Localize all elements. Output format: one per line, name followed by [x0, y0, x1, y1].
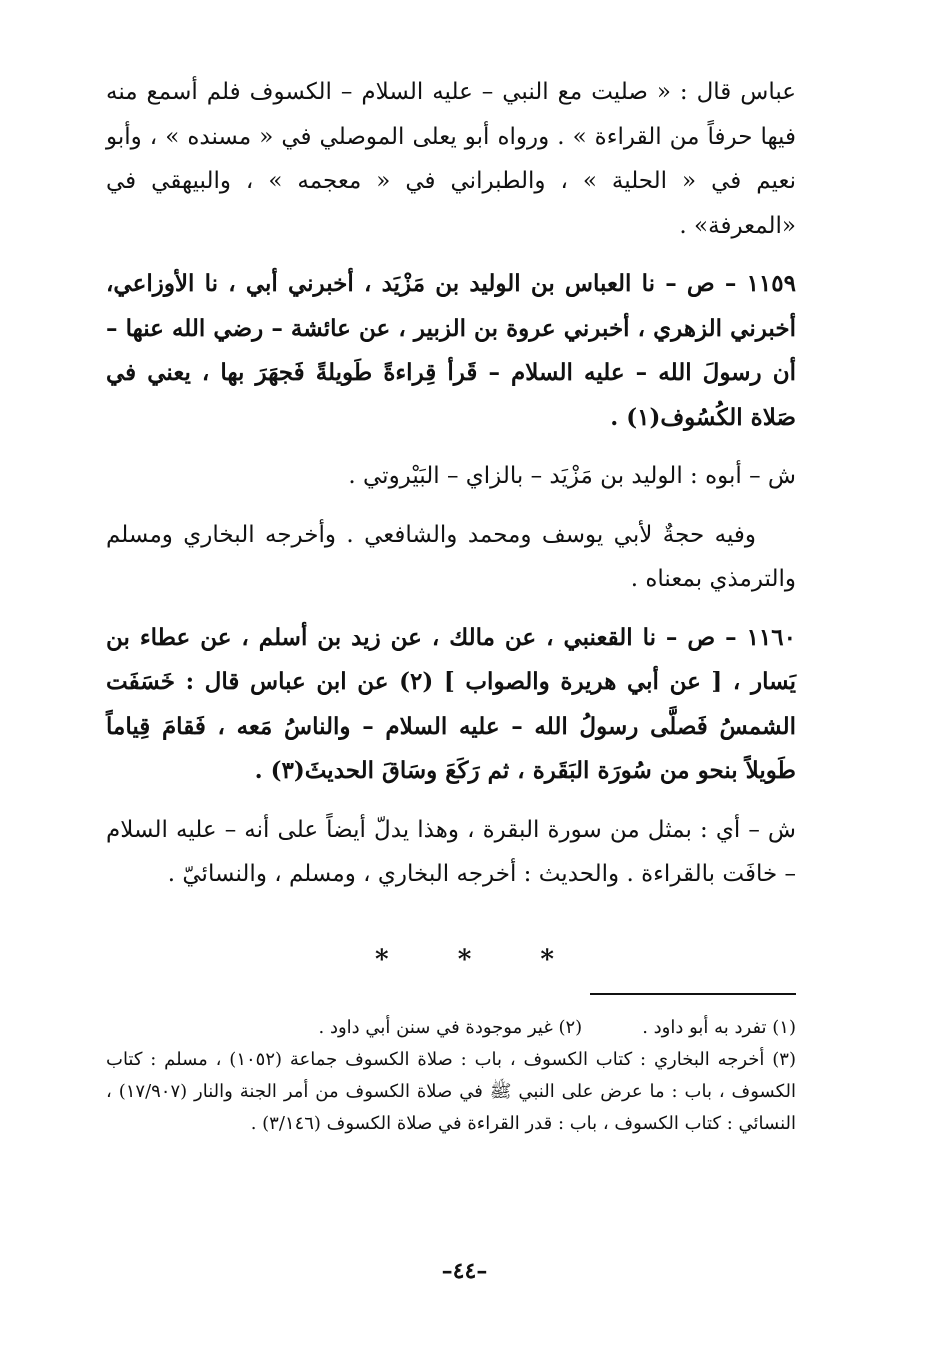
paragraph-commentary-1159-b: وفيه حجةٌ لأبي يوسف ومحمد والشافعي . وأخرجه البخاري ومسلم والترمذي بمعناه .: [106, 521, 796, 592]
paragraph-commentary-1160: ش – أي : بمثل من سورة البقرة ، وهذا يدلّ أيضاً على أنه – عليه السلام – خافَت بالقراءة . والحديث : أخرجه البخاري ، ومسلم ، والنسائيّ .: [106, 816, 796, 887]
asterisk-1: *: [375, 945, 389, 975]
footnote-3: (٣) أخرجه البخاري : كتاب الكسوف ، باب : صلاة الكسوف جماعة (١٠٥٢) ، مسلم : كتاب الكسوف ، باب : ما عرض على النبي ﷺ في صلاة الكسوف من أمر الجنة والنار (١٧/٩٠٧) ، النسائي : كتاب الكسوف ، باب : قدر القراءة في صلاة الكسوف (٣/١٤٦) .: [106, 1049, 796, 1134]
paragraph-hadith-commentary-1: عباس قال : « صليت مع النبي – عليه السلام – الكسوف فلم أسمع منه فيها حرفاً من القراءة » . ورواه أبو يعلى الموصلي في « مسنده » ، وأبو نعيم في « الحلية » ، والطبراني في « معجمه » ، والبيهقي في «المعرفة» .: [106, 79, 796, 239]
paragraph-hadith-1160: ١١٦٠ – ص – نا القعنبي ، عن مالك ، عن زيد بن أسلم ، عن عطاء بن يَسار ، [ عن أبي هريرة والصواب ] (٢) عن ابن عباس قال : خَسَفَت الشمسُ فَصلَّى رسولُ الله – عليه السلام – والناسُ مَعه ، فَقامَ قِياماً طَويلاً بنحو من سُورَة البَقَرة ، ثم رَكَعَ وسَاقَ الحديثَ(٣) .: [106, 623, 796, 784]
footnote-1: (١) تفرد به أبو داود .: [642, 1017, 796, 1038]
page-number: –٤٤–: [441, 1258, 488, 1284]
asterisk-3: *: [540, 945, 554, 975]
section-separator: [0, 945, 929, 975]
paragraph-commentary-1159: ش – أبوه : الوليد بن مَزْيَد – بالزاي – البَيْروتي .: [348, 463, 796, 489]
footnote-2: (٢) غير موجودة في سنن أبي داود .: [318, 1017, 583, 1038]
asterisk-2: *: [457, 945, 472, 975]
paragraph-hadith-1159: ١١٥٩ – ص – نا العباس بن الوليد بن مَزْيَد ، أخبرني أبي ، نا الأوزاعي، أخبرني الزهري ، أخبرني عروة بن الزبير ، عن عائشة – رضي الله عنها – أن رسولَ الله – عليه السلام – قَرأ قِراءةً طَويلةً فَجهَرَ بها ، يعني في صَلاة الكُسُوف(١) .: [106, 270, 796, 431]
footnotes: [106, 1012, 796, 1140]
footnote-row-1: [106, 1012, 796, 1044]
main-text: [106, 70, 796, 911]
footnote-rule: [590, 993, 796, 995]
